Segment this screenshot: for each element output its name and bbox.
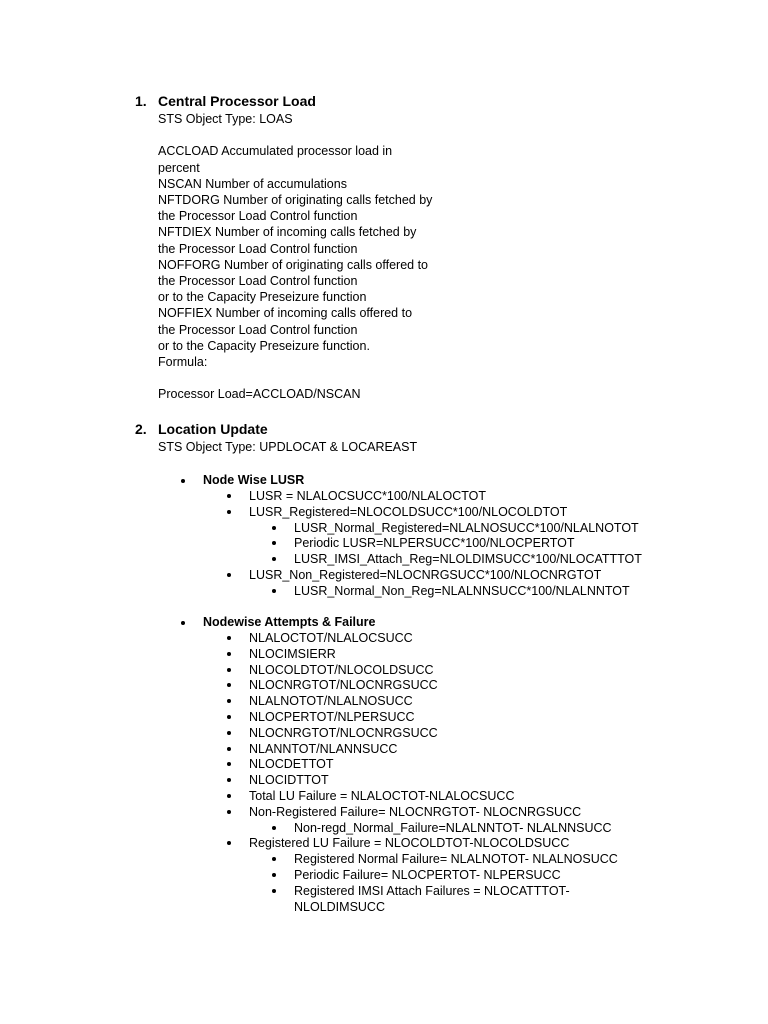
bullet-dot bbox=[181, 479, 185, 483]
section-1-line: NFTDIEX Number of incoming calls fetched by bbox=[158, 225, 417, 240]
list-item: Non-regd_Normal_Failure=NLALNNTOT- NLALNNSUCC bbox=[294, 820, 612, 835]
list-item: Periodic Failure= NLOCPERTOT- NLPERSUCC bbox=[294, 868, 561, 882]
section-1-line: NOFFIEX Number of incoming calls offered to bbox=[158, 306, 413, 321]
list-item: Total LU Failure = NLALOCTOT-NLALOCSUCC bbox=[249, 789, 515, 803]
list-item: LUSR_IMSI_Attach_Reg=NLOLDIMSUCC*100/NLOCATTTOT bbox=[294, 552, 642, 567]
bullet-dot bbox=[227, 778, 231, 782]
list-item: LUSR_Non_Registered=NLOCNRGSUCC*100/NLOCNRGTOT bbox=[249, 568, 602, 582]
section-1-line: the Processor Load Control function bbox=[158, 209, 358, 224]
bullet-dot bbox=[272, 826, 276, 830]
list-item: LUSR_Normal_Non_Reg=NLALNNSUCC*100/NLALNNTOT bbox=[294, 583, 630, 598]
list-item: NLOCNRGTOT/NLOCNRGSUCC bbox=[249, 678, 438, 693]
section-1-line: percent bbox=[158, 160, 200, 175]
list-item: LUSR_Registered=NLOCOLDSUCC*100/NLOCOLDTOT bbox=[249, 504, 568, 519]
list-item: Non-Registered Failure= NLOCNRGTOT- NLOCNRGSUCC bbox=[249, 804, 582, 819]
section-1-number: 1. bbox=[135, 93, 147, 109]
list-item: LUSR_Normal_Registered=NLALNOSUCC*100/NLALNOTOT bbox=[294, 520, 639, 535]
bullet-dot bbox=[227, 794, 231, 798]
section-1-line: Processor Load=ACCLOAD/NSCAN bbox=[158, 387, 361, 402]
section-2-title: Location Update bbox=[158, 421, 268, 437]
bullet-dot bbox=[272, 873, 276, 877]
bullet-dot bbox=[272, 557, 276, 561]
list-item: LUSR = NLALOCSUCC*100/NLALOCTOT bbox=[249, 489, 487, 503]
section-1-title: Central Processor Load bbox=[158, 93, 316, 109]
list-item: Registered Normal Failure= NLALNOTOT- NLALNOSUCC bbox=[294, 852, 618, 867]
section-1-line: NFTDORG Number of originating calls fetched by bbox=[158, 193, 433, 207]
bullet-dot bbox=[227, 510, 231, 514]
bullet-dot bbox=[272, 589, 276, 593]
list-item: Periodic LUSR=NLPERSUCC*100/NLOCPERTOT bbox=[294, 536, 575, 551]
bullet-dot bbox=[227, 652, 231, 656]
section-1-heading bbox=[135, 93, 316, 109]
attempts-heading: Nodewise Attempts & Failure bbox=[203, 615, 376, 629]
list-item: NLOCDETTOT bbox=[249, 757, 334, 772]
bullet-dot bbox=[227, 683, 231, 687]
bullet-dot bbox=[227, 747, 231, 751]
bullet-dot bbox=[272, 541, 276, 545]
section-2-subtitle: STS Object Type: UPDLOCAT & LOCAREAST bbox=[158, 440, 418, 454]
node-wise-heading: Node Wise LUSR bbox=[203, 473, 305, 487]
section-1-line: Formula: bbox=[158, 355, 208, 369]
section-2-heading bbox=[135, 421, 268, 437]
section-2-number: 2. bbox=[135, 421, 147, 437]
list-item: NLOCIDTTOT bbox=[249, 773, 329, 788]
section-1-line: the Processor Load Control function bbox=[158, 274, 358, 288]
section-1-line: NOFFORG Number of originating calls offered to bbox=[158, 257, 429, 272]
section-1-line: STS Object Type: LOAS bbox=[158, 112, 293, 126]
bullet-dot bbox=[227, 494, 231, 498]
list-item: NLOCIMSIERR bbox=[249, 646, 336, 661]
section-1-line: NSCAN Number of accumulations bbox=[158, 176, 347, 191]
bullet-dot bbox=[227, 762, 231, 766]
bullet-dot bbox=[227, 731, 231, 735]
bullet-dot bbox=[272, 857, 276, 861]
bullet-dot bbox=[227, 573, 231, 577]
bullet-dot bbox=[227, 636, 231, 640]
section-1-line: or to the Capacity Preseizure function. bbox=[158, 338, 370, 353]
list-item: NLALOCTOT/NLALOCSUCC bbox=[249, 631, 413, 645]
section-1-line: the Processor Load Control function bbox=[158, 241, 358, 256]
list-item: NLOCPERTOT/NLPERSUCC bbox=[249, 710, 415, 724]
bullet-dot bbox=[181, 621, 185, 625]
list-item: NLOCNRGTOT/NLOCNRGSUCC bbox=[249, 725, 438, 740]
bullet-dot bbox=[227, 699, 231, 703]
list-item: Registered LU Failure = NLOCOLDTOT-NLOCOLDSUCC bbox=[249, 836, 570, 851]
section-1-line: the Processor Load Control function bbox=[158, 322, 358, 337]
list-item: NLALNOTOT/NLALNOSUCC bbox=[249, 694, 413, 709]
section-1-line: ACCLOAD Accumulated processor load in bbox=[158, 144, 393, 159]
bullet-dot bbox=[227, 668, 231, 672]
list-item: NLOCOLDTOT/NLOCOLDSUCC bbox=[249, 662, 434, 677]
list-item-continuation: NLOLDIMSUCC bbox=[294, 899, 385, 914]
section-1-line: or to the Capacity Preseizure function bbox=[158, 290, 367, 305]
bullet-dot bbox=[227, 715, 231, 719]
bullet-dot bbox=[227, 810, 231, 814]
list-item: NLANNTOT/NLANNSUCC bbox=[249, 741, 398, 756]
bullet-dot bbox=[227, 841, 231, 845]
bullet-dot bbox=[272, 889, 276, 893]
list-item: Registered IMSI Attach Failures = NLOCATTTOT- bbox=[294, 883, 570, 898]
bullet-dot bbox=[272, 526, 276, 530]
